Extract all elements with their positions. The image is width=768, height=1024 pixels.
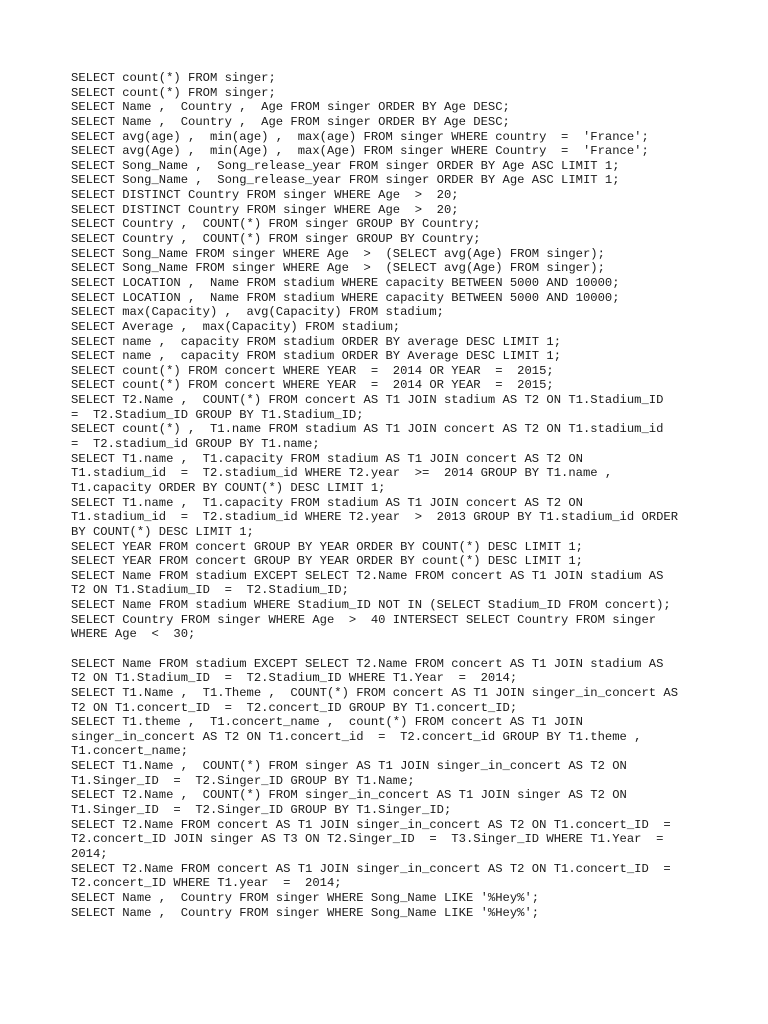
sql-line: SELECT DISTINCT Country FROM singer WHERE Age > 20; [71, 202, 459, 217]
sql-line: SELECT T1.name , T1.capacity FROM stadium AS T1 JOIN concert AS T2 ON [71, 451, 583, 466]
sql-line: SELECT Country FROM singer WHERE Age > 40 INTERSECT SELECT Country FROM singer [71, 612, 657, 627]
sql-line: SELECT Name FROM stadium EXCEPT SELECT T2.Name FROM concert AS T1 JOIN stadium AS [71, 568, 664, 583]
block-separator [71, 642, 711, 657]
sql-line: T1.Singer_ID = T2.Singer_ID GROUP BY T1.Singer_ID; [71, 803, 452, 818]
sql-line: SELECT T2.Name FROM concert AS T1 JOIN singer_in_concert AS T2 ON T1.concert_ID = [71, 817, 671, 832]
sql-line: SELECT YEAR FROM concert GROUP BY YEAR ORDER BY COUNT(*) DESC LIMIT 1; [71, 539, 583, 554]
sql-line: SELECT avg(Age) , min(Age) , max(Age) FROM singer WHERE Country = 'France'; [71, 144, 649, 159]
sql-line: T1.concert_name; [71, 744, 189, 759]
sql-line: SELECT T2.Name , COUNT(*) FROM singer_in_concert AS T1 JOIN singer AS T2 ON [71, 788, 627, 803]
sql-line: = T2.stadium_id GROUP BY T1.name; [71, 437, 320, 452]
sql-line: SELECT T2.Name , COUNT(*) FROM concert AS T1 JOIN stadium AS T2 ON T1.Stadium_ID [71, 393, 664, 408]
sql-line: T2 ON T1.Stadium_ID = T2.Stadium_ID; [71, 583, 349, 598]
sql-line: SELECT name , capacity FROM stadium ORDER BY average DESC LIMIT 1; [71, 334, 562, 349]
sql-line: BY COUNT(*) DESC LIMIT 1; [71, 524, 254, 539]
sql-line: SELECT count(*) , T1.name FROM stadium AS T1 JOIN concert AS T2 ON T1.stadium_id [71, 422, 664, 437]
sql-line: SELECT Name , Country FROM singer WHERE Song_Name LIKE '%Hey%'; [71, 905, 540, 920]
sql-line: T2.concert_ID WHERE T1.year = 2014; [71, 876, 342, 891]
sql-line: WHERE Age < 30; [71, 627, 196, 642]
sql-line: T1.stadium_id = T2.stadium_id WHERE T2.year > 2013 GROUP BY T1.stadium_id ORDER [71, 510, 679, 525]
sql-line: = T2.Stadium_ID GROUP BY T1.Stadium_ID; [71, 407, 364, 422]
sql-line: T2.concert_ID JOIN singer AS T3 ON T2.Singer_ID = T3.Singer_ID WHERE T1.Year = [71, 832, 664, 847]
sql-line: SELECT T1.Name , T1.Theme , COUNT(*) FROM concert AS T1 JOIN singer_in_concert AS [71, 685, 679, 700]
sql-line: SELECT T1.Name , COUNT(*) FROM singer AS T1 JOIN singer_in_concert AS T2 ON [71, 759, 627, 774]
sql-line: SELECT T1.theme , T1.concert_name , count(*) FROM concert AS T1 JOIN [71, 715, 583, 730]
document-page [71, 71, 711, 920]
sql-line: SELECT Song_Name , Song_release_year FROM singer ORDER BY Age ASC LIMIT 1; [71, 158, 620, 173]
sql-line: SELECT Name FROM stadium WHERE Stadium_ID NOT IN (SELECT Stadium_ID FROM concert); [71, 598, 671, 613]
sql-line: SELECT Average , max(Capacity) FROM stadium; [71, 319, 401, 334]
sql-line: SELECT count(*) FROM singer; [71, 71, 276, 85]
sql-line: T1.capacity ORDER BY COUNT(*) DESC LIMIT 1; [71, 480, 386, 495]
sql-line: SELECT name , capacity FROM stadium ORDER BY Average DESC LIMIT 1; [71, 349, 562, 364]
sql-line: SELECT DISTINCT Country FROM singer WHERE Age > 20; [71, 188, 459, 203]
sql-line: SELECT avg(age) , min(age) , max(age) FROM singer WHERE country = 'France'; [71, 129, 649, 144]
sql-line: SELECT LOCATION , Name FROM stadium WHERE capacity BETWEEN 5000 AND 10000; [71, 275, 620, 290]
sql-line: 2014; [71, 846, 108, 861]
sql-line: SELECT count(*) FROM singer; [71, 85, 276, 100]
sql-line: SELECT Name , Country FROM singer WHERE Song_Name LIKE '%Hey%'; [71, 890, 540, 905]
sql-line: T1.Singer_ID = T2.Singer_ID GROUP BY T1.Name; [71, 773, 415, 788]
sql-line: T1.stadium_id = T2.stadium_id WHERE T2.year >= 2014 GROUP BY T1.name , [71, 466, 613, 481]
sql-line: SELECT YEAR FROM concert GROUP BY YEAR ORDER BY count(*) DESC LIMIT 1; [71, 554, 583, 569]
sql-line: SELECT Song_Name FROM singer WHERE Age > (SELECT avg(Age) FROM singer); [71, 246, 605, 261]
sql-line: SELECT Name , Country , Age FROM singer ORDER BY Age DESC; [71, 100, 510, 115]
sql-line: SELECT Country , COUNT(*) FROM singer GROUP BY Country; [71, 217, 481, 232]
sql-line: SELECT count(*) FROM concert WHERE YEAR = 2014 OR YEAR = 2015; [71, 378, 554, 393]
sql-line: SELECT T2.Name FROM concert AS T1 JOIN singer_in_concert AS T2 ON T1.concert_ID = [71, 861, 671, 876]
sql-line: SELECT Name FROM stadium EXCEPT SELECT T2.Name FROM concert AS T1 JOIN stadium AS [71, 656, 664, 671]
sql-line: singer_in_concert AS T2 ON T1.concert_id = T2.concert_id GROUP BY T1.theme , [71, 729, 642, 744]
sql-line: T2 ON T1.Stadium_ID = T2.Stadium_ID WHERE T1.Year = 2014; [71, 671, 518, 686]
sql-line: SELECT T1.name , T1.capacity FROM stadium AS T1 JOIN concert AS T2 ON [71, 495, 583, 510]
sql-line: SELECT Song_Name FROM singer WHERE Age > (SELECT avg(Age) FROM singer); [71, 261, 605, 276]
sql-line: SELECT count(*) FROM concert WHERE YEAR = 2014 OR YEAR = 2015; [71, 363, 554, 378]
sql-line: SELECT Song_Name , Song_release_year FROM singer ORDER BY Age ASC LIMIT 1; [71, 173, 620, 188]
sql-line: SELECT LOCATION , Name FROM stadium WHERE capacity BETWEEN 5000 AND 10000; [71, 290, 620, 305]
sql-line: SELECT Name , Country , Age FROM singer ORDER BY Age DESC; [71, 114, 510, 129]
sql-line: SELECT Country , COUNT(*) FROM singer GROUP BY Country; [71, 232, 481, 247]
sql-line: SELECT max(Capacity) , avg(Capacity) FROM stadium; [71, 305, 444, 320]
sql-line: T2 ON T1.concert_ID = T2.concert_ID GROUP BY T1.concert_ID; [71, 700, 518, 715]
